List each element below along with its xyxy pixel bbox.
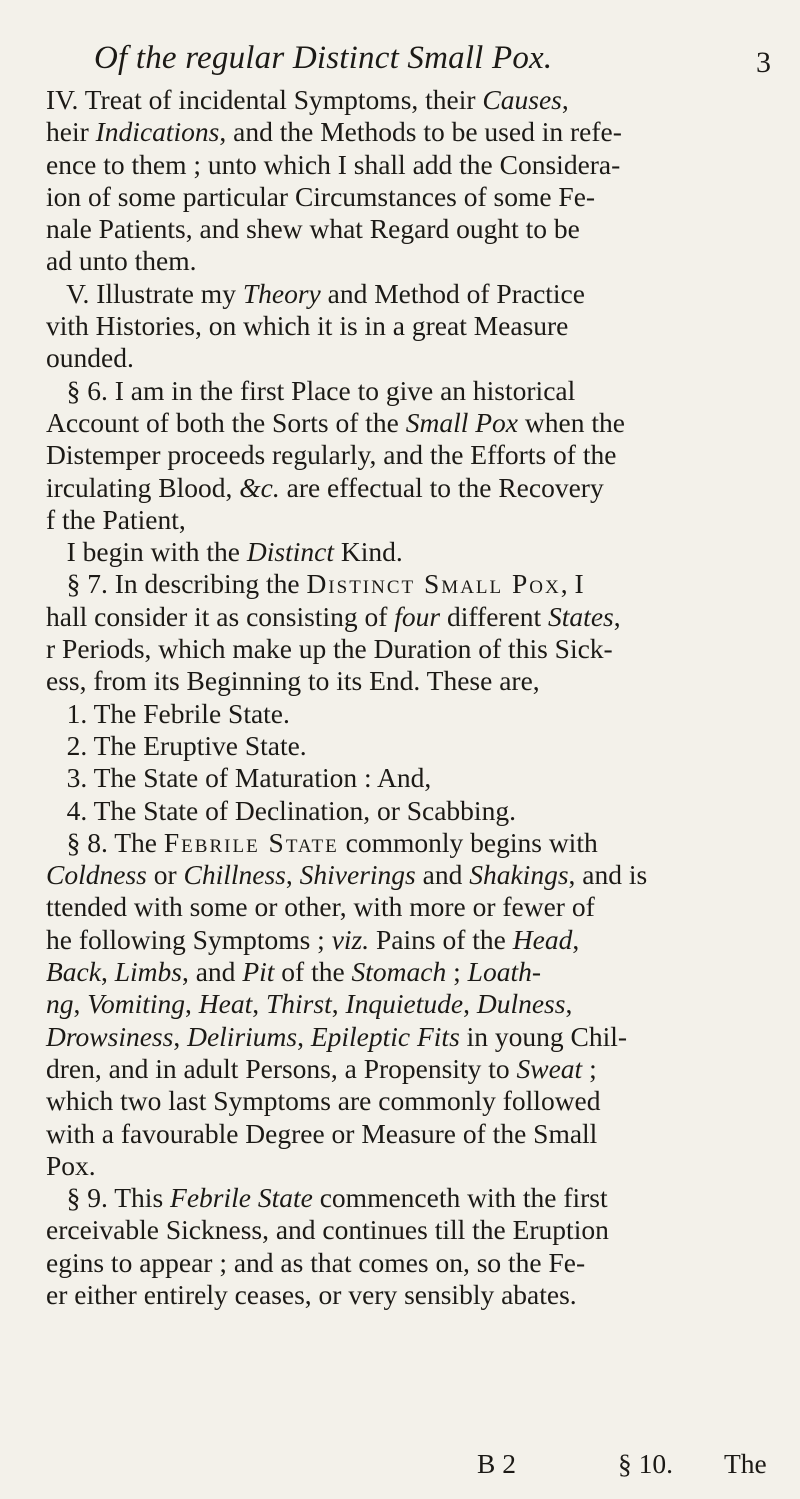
- text-run: Shiverings: [299, 859, 416, 891]
- text-run: er either entirely ceases, or very sensibly abates.: [46, 1278, 577, 1310]
- text-run: when the: [518, 406, 625, 438]
- text-run: or: [146, 859, 184, 891]
- text-run: 4. The State of Declination, or Scabbing.: [46, 794, 516, 826]
- page-number: 3: [756, 46, 771, 79]
- text-run: Thirst: [266, 988, 332, 1020]
- text-line: [46, 762, 766, 794]
- text-run: Pains of the: [369, 923, 513, 955]
- text-line: [46, 1279, 766, 1311]
- text-run: Small Pox: [405, 406, 519, 438]
- text-run: Epileptic Fits: [310, 1020, 460, 1052]
- text-run: Account of both the Sorts of the: [46, 406, 406, 438]
- text-run: erceivable Sickness, and continues till the Eruption: [46, 1214, 609, 1246]
- text-run: irculating Blood,: [46, 471, 240, 503]
- text-run: ttended with some or other, with more or fewer of: [46, 891, 595, 923]
- text-run: nale Patients, and shew what Regard ought to be: [46, 213, 580, 245]
- page-footer: [0, 1448, 800, 1484]
- text-run: Heat: [198, 988, 253, 1020]
- text-run: ;: [582, 1052, 597, 1084]
- text-run: Shakings: [469, 859, 569, 891]
- text-run: ,: [285, 859, 300, 891]
- text-run: Causes: [482, 84, 562, 115]
- text-line: [46, 1214, 766, 1246]
- text-run: States: [548, 600, 614, 632]
- text-run: hall consider it as consisting of: [46, 600, 395, 632]
- text-line: [46, 665, 766, 697]
- text-run: ess, from its Beginning to its End. These are,: [46, 665, 540, 697]
- text-line: [46, 1053, 766, 1085]
- text-run: Distinct: [246, 536, 334, 568]
- text-run: Stomach: [351, 956, 447, 988]
- text-run: , and the Methods to be used in refe-: [219, 116, 622, 148]
- text-run: Limbs: [114, 956, 182, 988]
- text-line: [46, 181, 766, 213]
- text-run: ,: [565, 988, 573, 1020]
- text-run: Pox.: [46, 1149, 96, 1181]
- text-line: [46, 601, 766, 633]
- text-run: ,: [297, 1020, 311, 1052]
- text-run: ion of some particular Circumstances of some Fe-: [46, 180, 596, 212]
- text-line: [46, 213, 766, 245]
- text-run: Head: [512, 923, 573, 955]
- text-run: which two last Symptoms are commonly followed: [46, 1085, 601, 1117]
- text-run: ,: [613, 600, 621, 632]
- text-line: [46, 278, 766, 310]
- text-line: [46, 84, 766, 116]
- text-line: [46, 149, 766, 181]
- text-line: [46, 730, 766, 762]
- text-run: Back: [46, 956, 101, 988]
- text-run: heir: [46, 116, 96, 148]
- text-line: [46, 245, 766, 277]
- text-run: Inquietude: [345, 988, 464, 1020]
- text-run: Vomiting: [87, 988, 186, 1020]
- text-line: [46, 536, 766, 568]
- text-line: [46, 1182, 766, 1214]
- text-run: are effectual to the Recovery: [279, 471, 604, 503]
- text-run: ,: [185, 988, 199, 1020]
- text-run: ,: [73, 988, 88, 1020]
- text-run: of the: [274, 956, 352, 988]
- text-run: ;: [446, 956, 468, 988]
- text-line: [46, 116, 766, 148]
- text-run: § 7. In describing the: [46, 568, 307, 600]
- text-run: ounded.: [46, 342, 134, 374]
- text-run: and: [415, 859, 470, 891]
- text-run: and Method of Practice: [320, 277, 585, 309]
- text-run: in young Chil-: [459, 1020, 628, 1052]
- text-run: Theory: [242, 277, 321, 309]
- text-run: 1. The Febrile State.: [46, 697, 290, 729]
- text-run: ,: [252, 988, 266, 1020]
- text-run: ad unto them.: [46, 245, 197, 277]
- text-run: Deliriums: [187, 1020, 298, 1052]
- text-run: r Periods, which make up the Duration of this Sick-: [46, 633, 613, 665]
- text-run: viz.: [331, 923, 370, 955]
- text-run: different: [440, 600, 549, 632]
- text-run: egins to appear ; and as that comes on, so the Fe-: [46, 1246, 586, 1278]
- text-run: vith Histories, on which it is in a great Measure: [46, 310, 569, 342]
- text-line: [46, 1150, 766, 1182]
- text-run: ,: [561, 84, 569, 115]
- text-line: [46, 1021, 766, 1053]
- text-run: I begin with the: [46, 536, 247, 568]
- text-run: Kind.: [333, 536, 403, 568]
- text-run: V. Illustrate my: [46, 277, 243, 309]
- text-run: ,: [572, 923, 580, 955]
- text-run: Pit: [242, 956, 275, 988]
- text-run: Chillness: [183, 859, 286, 891]
- text-run: 2. The Eruptive State.: [46, 729, 307, 761]
- text-line: [46, 698, 766, 730]
- text-run: § 6. I am in the first Place to give an historical: [46, 374, 576, 406]
- text-run: Febrile State: [163, 826, 339, 858]
- text-line: [46, 956, 766, 988]
- text-run: Drowsiness: [46, 1020, 174, 1052]
- text-run: Febrile State: [170, 1182, 313, 1214]
- text-line: [46, 891, 766, 923]
- catchword: The: [724, 1448, 767, 1479]
- running-title: Of the regular Distinct Small Pox.: [94, 40, 553, 76]
- text-run: , and is: [568, 859, 648, 891]
- text-line: [46, 439, 766, 471]
- text-run: Indications: [95, 116, 220, 148]
- page-header: [0, 40, 800, 80]
- text-run: ,: [331, 988, 346, 1020]
- text-run: 3. The State of Maturation : And,: [46, 762, 432, 794]
- text-run: , and: [181, 956, 243, 988]
- text-line: [46, 827, 766, 859]
- text-run: Distemper proceeds regularly, and the Efforts of the: [46, 439, 617, 471]
- text-line: [46, 859, 766, 891]
- text-run: ng: [46, 988, 74, 1020]
- text-line: [46, 407, 766, 439]
- text-line: [46, 568, 766, 600]
- text-run: f the Patient,: [46, 503, 186, 535]
- text-run: Loath-: [467, 956, 541, 988]
- text-run: with a favourable Degree or Measure of the Small: [46, 1117, 598, 1149]
- text-line: [46, 504, 766, 536]
- text-line: [46, 1085, 766, 1117]
- text-run: IV. Treat of incidental Symptoms, their: [46, 84, 483, 115]
- text-run: ,: [100, 956, 115, 988]
- body-text: [46, 84, 766, 1311]
- text-line: [46, 1118, 766, 1150]
- text-line: [46, 472, 766, 504]
- text-run: he following Symptoms ;: [46, 923, 332, 955]
- text-run: Coldness: [46, 859, 147, 891]
- text-run: Dulness: [476, 988, 566, 1020]
- text-run: Sweat: [516, 1052, 583, 1084]
- text-line: [46, 633, 766, 665]
- text-run: commonly begins with: [338, 826, 598, 858]
- catchword-section: § 10.: [618, 1448, 673, 1479]
- text-run: commenceth with the first: [312, 1182, 608, 1214]
- signature-mark: B 2: [477, 1448, 516, 1479]
- text-run: § 9. This: [46, 1182, 171, 1214]
- text-run: Distinct Small Pox: [306, 568, 561, 600]
- text-run: ,: [173, 1020, 188, 1052]
- text-run: ence to them ; unto which I shall add the Considera-: [46, 148, 621, 180]
- text-run: , I: [560, 568, 584, 600]
- text-run: ,: [463, 988, 477, 1020]
- text-line: [46, 342, 766, 374]
- text-run: dren, and in adult Persons, a Propensity to: [46, 1052, 517, 1084]
- text-run: four: [394, 600, 441, 632]
- text-line: [46, 310, 766, 342]
- text-line: [46, 795, 766, 827]
- text-line: [46, 1247, 766, 1279]
- text-line: [46, 924, 766, 956]
- text-run: &c.: [239, 471, 280, 503]
- text-run: § 8. The: [46, 826, 164, 858]
- text-line: [46, 988, 766, 1020]
- text-line: [46, 375, 766, 407]
